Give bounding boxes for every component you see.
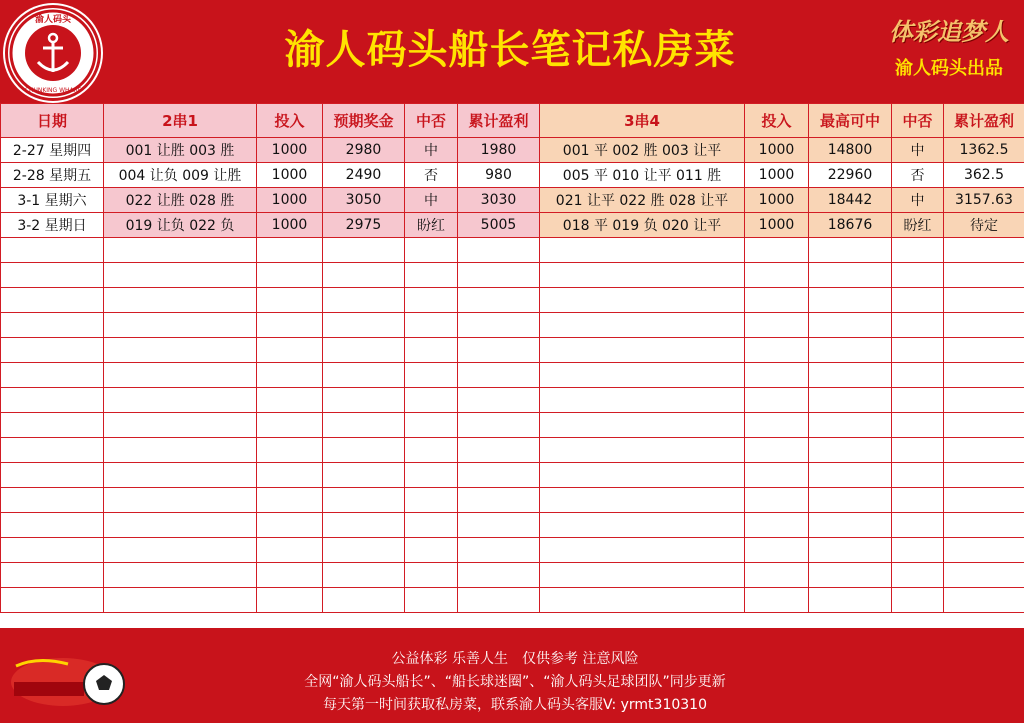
page-title: 渝人码头船长笔记私房菜 [284,27,736,73]
empty-cell [1,338,104,363]
empty-cell [540,288,745,313]
empty-cell [323,538,405,563]
empty-cell [458,488,540,513]
empty-cell [458,513,540,538]
empty-cell [458,263,540,288]
empty-cell [1,313,104,338]
empty-cell [104,538,257,563]
cell-profit1: 3030 [458,188,540,213]
empty-cell [1,413,104,438]
empty-cell [540,263,745,288]
empty-cell [405,563,458,588]
empty-cell [944,463,1024,488]
cell-invest2: 1000 [745,163,809,188]
empty-cell [323,388,405,413]
empty-row [1,563,1024,588]
empty-cell [1,488,104,513]
col-max: 最高可中 [809,104,892,138]
empty-cell [809,263,892,288]
cell-hit1: 盼红 [405,213,458,238]
empty-cell [257,238,323,263]
empty-cell [809,363,892,388]
cell-hit1: 否 [405,163,458,188]
empty-cell [745,338,809,363]
cell-hit1: 中 [405,138,458,163]
empty-cell [257,263,323,288]
empty-cell [257,338,323,363]
footer-line-1: 公益体彩 乐善人生 仅供参考 注意风险 [391,651,639,667]
col-profit2: 累计盈利 [944,104,1024,138]
cell-profit1: 980 [458,163,540,188]
empty-cell [323,438,405,463]
empty-cell [405,463,458,488]
empty-cell [458,388,540,413]
empty-cell [540,313,745,338]
cell-hit1: 中 [405,188,458,213]
empty-cell [405,413,458,438]
empty-cell [458,313,540,338]
empty-cell [458,288,540,313]
empty-cell [458,438,540,463]
cell-invest2: 1000 [745,188,809,213]
cell-invest2: 1000 [745,138,809,163]
header-banner [0,0,1024,103]
empty-cell [1,513,104,538]
empty-cell [944,563,1024,588]
empty-cell [944,313,1024,338]
empty-cell [405,338,458,363]
cell-hit2: 中 [892,188,944,213]
empty-cell [745,513,809,538]
cell-pick1: 004 让负 009 让胜 [104,163,257,188]
col-hit1: 中否 [405,104,458,138]
empty-cell [944,288,1024,313]
empty-cell [1,388,104,413]
cell-expected: 2975 [323,213,405,238]
notes-table [0,103,1024,613]
empty-row [1,488,1024,513]
empty-cell [809,288,892,313]
empty-cell [540,388,745,413]
empty-cell [323,363,405,388]
empty-cell [257,538,323,563]
cell-expected: 2490 [323,163,405,188]
cell-profit2: 3157.63 [944,188,1024,213]
empty-cell [104,563,257,588]
empty-cell [323,413,405,438]
empty-cell [944,388,1024,413]
empty-cell [944,238,1024,263]
empty-cell [405,538,458,563]
footer-line-2: 全网“渝人码头船长”、“船长球迷圈”、“渝人码头足球团队”同步更新 [304,674,726,690]
brand-maker: 渝人码头出品 [895,58,1003,79]
empty-cell [405,488,458,513]
empty-cell [745,438,809,463]
empty-cell [1,563,104,588]
empty-cell [809,413,892,438]
empty-cell [1,363,104,388]
col-group2: 3串4 [540,104,745,138]
empty-cell [257,588,323,613]
empty-cell [745,563,809,588]
cell-profit2: 待定 [944,213,1024,238]
brand-slogan: 体彩追梦人 [889,17,1009,46]
empty-cell [104,463,257,488]
empty-cell [458,338,540,363]
empty-cell [809,588,892,613]
empty-row [1,538,1024,563]
col-date: 日期 [1,104,104,138]
empty-cell [323,588,405,613]
table-row [1,188,1024,213]
empty-cell [540,488,745,513]
brand-block [884,10,1014,95]
cell-invest1: 1000 [257,213,323,238]
cell-hit2: 中 [892,138,944,163]
empty-cell [944,513,1024,538]
cell-expected: 3050 [323,188,405,213]
empty-cell [745,463,809,488]
empty-cell [809,513,892,538]
col-invest1: 投入 [257,104,323,138]
empty-cell [1,438,104,463]
cell-profit1: 5005 [458,213,540,238]
empty-cell [323,513,405,538]
empty-cell [540,363,745,388]
table-header-row [1,104,1024,138]
empty-cell [458,463,540,488]
empty-cell [1,588,104,613]
empty-row [1,238,1024,263]
empty-cell [892,513,944,538]
cell-pick1: 022 让胜 028 胜 [104,188,257,213]
empty-cell [892,388,944,413]
empty-cell [540,338,745,363]
empty-cell [458,588,540,613]
empty-cell [892,313,944,338]
cell-date: 3-1 星期六 [1,188,104,213]
footer-banner [0,628,1024,723]
cell-pick2: 001 平 002 胜 003 让平 [540,138,745,163]
cell-date: 3-2 星期日 [1,213,104,238]
empty-cell [458,563,540,588]
empty-cell [104,438,257,463]
empty-cell [892,363,944,388]
empty-cell [323,563,405,588]
col-invest2: 投入 [745,104,809,138]
cell-profit2: 362.5 [944,163,1024,188]
footer-text [200,648,830,717]
empty-cell [405,588,458,613]
empty-row [1,588,1024,613]
table-row [1,163,1024,188]
empty-cell [809,488,892,513]
empty-cell [944,588,1024,613]
empty-cell [745,388,809,413]
empty-row [1,513,1024,538]
empty-cell [809,313,892,338]
col-hit2: 中否 [892,104,944,138]
empty-cell [1,538,104,563]
empty-cell [892,413,944,438]
cell-expected: 2980 [323,138,405,163]
empty-cell [892,488,944,513]
empty-cell [257,438,323,463]
empty-cell [892,563,944,588]
cell-hit2: 盼红 [892,213,944,238]
cell-max: 18442 [809,188,892,213]
footer-line-3: 每天第一时间获取私房菜，联系渝人码头客服V: yrmt310310 [323,697,707,713]
empty-cell [405,288,458,313]
empty-cell [944,438,1024,463]
empty-cell [944,538,1024,563]
empty-cell [104,588,257,613]
empty-cell [104,288,257,313]
empty-row [1,438,1024,463]
empty-row [1,413,1024,438]
cell-invest1: 1000 [257,138,323,163]
empty-cell [892,238,944,263]
empty-cell [745,363,809,388]
cell-pick2: 005 平 010 让平 011 胜 [540,163,745,188]
empty-cell [745,588,809,613]
empty-cell [257,388,323,413]
empty-cell [458,538,540,563]
empty-cell [944,413,1024,438]
empty-cell [458,238,540,263]
empty-cell [944,363,1024,388]
col-expected: 预期奖金 [323,104,405,138]
empty-cell [892,338,944,363]
empty-cell [540,463,745,488]
empty-cell [323,488,405,513]
empty-cell [257,288,323,313]
cell-pick2: 018 平 019 负 020 让平 [540,213,745,238]
empty-cell [323,238,405,263]
empty-cell [405,263,458,288]
empty-cell [104,413,257,438]
empty-cell [540,563,745,588]
empty-cell [104,338,257,363]
empty-cell [944,488,1024,513]
empty-row [1,313,1024,338]
empty-cell [405,438,458,463]
empty-cell [323,338,405,363]
empty-cell [540,238,745,263]
empty-cell [944,263,1024,288]
logo-top-text: 渝人码头 [34,15,72,25]
empty-cell [104,488,257,513]
empty-cell [745,288,809,313]
empty-cell [809,538,892,563]
empty-cell [104,513,257,538]
cell-max: 18676 [809,213,892,238]
empty-cell [257,463,323,488]
cell-pick1: 001 让胜 003 胜 [104,138,257,163]
empty-cell [892,588,944,613]
empty-cell [540,538,745,563]
empty-cell [323,288,405,313]
empty-cell [405,363,458,388]
col-profit1: 累计盈利 [458,104,540,138]
empty-cell [809,338,892,363]
empty-row [1,288,1024,313]
cell-profit1: 1980 [458,138,540,163]
col-group1: 2串1 [104,104,257,138]
empty-cell [809,238,892,263]
cell-pick2: 021 让平 022 胜 028 让平 [540,188,745,213]
empty-cell [104,313,257,338]
empty-cell [323,313,405,338]
empty-cell [745,413,809,438]
empty-cell [405,313,458,338]
empty-cell [892,263,944,288]
empty-cell [809,388,892,413]
empty-cell [540,438,745,463]
table-row [1,213,1024,238]
empty-cell [1,288,104,313]
empty-row [1,388,1024,413]
cell-max: 14800 [809,138,892,163]
anchor-logo [5,5,101,101]
cell-invest2: 1000 [745,213,809,238]
empty-cell [405,388,458,413]
cell-invest1: 1000 [257,188,323,213]
table-row [1,138,1024,163]
empty-cell [104,363,257,388]
empty-cell [745,538,809,563]
empty-cell [257,313,323,338]
cell-pick1: 019 让负 022 负 [104,213,257,238]
empty-cell [458,413,540,438]
empty-cell [809,563,892,588]
empty-cell [1,238,104,263]
empty-cell [104,263,257,288]
empty-cell [745,488,809,513]
cell-date: 2-28 星期五 [1,163,104,188]
empty-cell [257,563,323,588]
empty-cell [1,463,104,488]
empty-cell [257,363,323,388]
empty-cell [745,238,809,263]
empty-cell [892,438,944,463]
empty-cell [323,463,405,488]
empty-cell [540,413,745,438]
football-logo-icon [8,642,128,712]
empty-cell [540,513,745,538]
empty-row [1,363,1024,388]
cell-profit2: 1362.5 [944,138,1024,163]
cell-max: 22960 [809,163,892,188]
empty-cell [405,238,458,263]
empty-row [1,463,1024,488]
empty-cell [104,388,257,413]
anchor-icon [8,8,98,98]
empty-row [1,338,1024,363]
empty-cell [809,438,892,463]
empty-cell [1,263,104,288]
cell-date: 2-27 星期四 [1,138,104,163]
empty-cell [323,263,405,288]
empty-cell [257,513,323,538]
empty-cell [540,588,745,613]
empty-cell [257,413,323,438]
empty-row [1,263,1024,288]
empty-cell [944,338,1024,363]
empty-cell [892,463,944,488]
empty-cell [745,263,809,288]
cell-hit2: 否 [892,163,944,188]
empty-cell [745,313,809,338]
empty-cell [892,538,944,563]
logo-bottom-text: CHUNKING WHARF [24,87,82,94]
empty-cell [257,488,323,513]
empty-cell [892,288,944,313]
empty-cell [405,513,458,538]
empty-cell [104,238,257,263]
empty-cell [458,363,540,388]
empty-cell [809,463,892,488]
cell-invest1: 1000 [257,163,323,188]
